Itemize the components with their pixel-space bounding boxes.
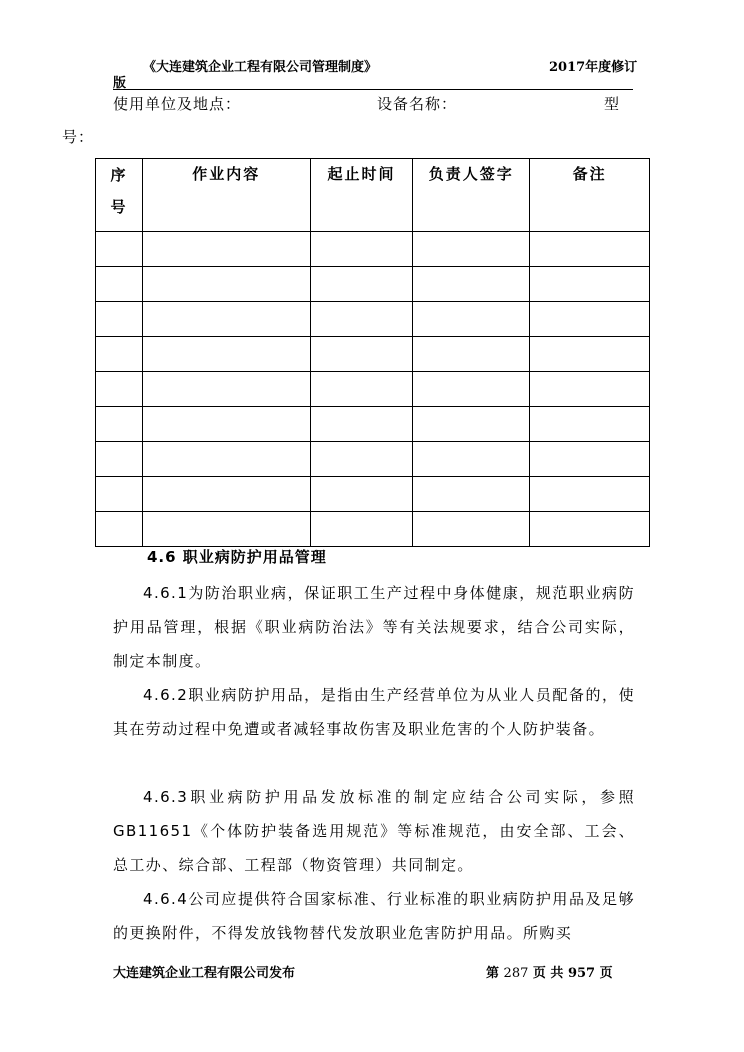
table-cell xyxy=(413,477,530,512)
table-row xyxy=(96,477,650,512)
table-header-row xyxy=(96,159,650,232)
table-row xyxy=(96,442,650,477)
page-number: 第 287 页 共 957 页 xyxy=(486,966,613,981)
header-divider xyxy=(113,89,633,90)
work-log-table xyxy=(95,158,650,547)
column-header-seq: 序 号 xyxy=(96,159,143,232)
table-cell xyxy=(142,477,310,512)
table-row xyxy=(96,337,650,372)
paragraph-4-6-1: 4.6.1为防治职业病，保证职工生产过程中身体健康，规范职业病防护用品管理，根据《职业病防治法》等有关法规要求，结合公司实际，制定本制度。 xyxy=(113,584,635,670)
table-cell xyxy=(310,337,413,372)
table-cell xyxy=(142,337,310,372)
table-cell xyxy=(310,512,413,547)
table-cell xyxy=(142,267,310,302)
current-page: 287 xyxy=(503,966,529,981)
table-cell xyxy=(530,302,650,337)
paragraph-4-6-3: 4.6.3职业病防护用品发放标准的制定应结合公司实际，参照GB11651《个体防护装备选用规范》等标准规范，由安全部、工会、总工办、综合部、工程部（物资管理）共同制定。 xyxy=(113,788,635,874)
table-cell xyxy=(413,267,530,302)
table-cell xyxy=(96,372,143,407)
table-row xyxy=(96,372,650,407)
table-cell xyxy=(142,372,310,407)
column-header-time: 起止时间 xyxy=(310,159,413,232)
table-cell xyxy=(413,442,530,477)
table-cell xyxy=(530,442,650,477)
table-cell xyxy=(310,267,413,302)
table-cell xyxy=(413,232,530,267)
paragraph-4-6-4: 4.6.4公司应提供符合国家标准、行业标准的职业病防护用品及足够的更换附件，不得发放钱物替代发放职业危害防护用品。所购买 xyxy=(113,890,635,942)
table-cell xyxy=(96,232,143,267)
total-pages: 957 xyxy=(567,966,596,981)
paragraph-4-6-2: 4.6.2职业病防护用品，是指由生产经营单位为从业人员配备的，使其在劳动过程中免遭或者减轻事故伤害及职业危害的个人防护装备。 xyxy=(113,686,635,738)
table-cell xyxy=(96,267,143,302)
table-cell xyxy=(530,512,650,547)
revision-label: 2017年度修订 xyxy=(549,60,638,75)
table-cell xyxy=(413,337,530,372)
table-cell xyxy=(142,302,310,337)
table-cell xyxy=(413,372,530,407)
table-cell xyxy=(96,302,143,337)
table-cell xyxy=(96,477,143,512)
column-header-content: 作业内容 xyxy=(142,159,310,232)
table-cell xyxy=(96,337,143,372)
table-cell xyxy=(310,407,413,442)
table-cell xyxy=(96,512,143,547)
table-row xyxy=(96,267,650,302)
model-label-part1: 型 xyxy=(604,95,621,113)
table-cell xyxy=(530,477,650,512)
table-cell xyxy=(142,442,310,477)
table-cell xyxy=(310,477,413,512)
table-cell xyxy=(530,372,650,407)
unit-location-label: 使用单位及地点： xyxy=(113,95,242,113)
table-cell xyxy=(142,232,310,267)
equipment-name-label: 设备名称： xyxy=(377,95,458,113)
table-cell xyxy=(310,232,413,267)
column-header-signature: 负责人签字 xyxy=(413,159,530,232)
table-cell xyxy=(530,407,650,442)
table-cell xyxy=(310,442,413,477)
table-cell xyxy=(413,512,530,547)
table-row xyxy=(96,302,650,337)
table-body xyxy=(96,232,650,547)
table-cell xyxy=(530,337,650,372)
section-heading: 4.6 职业病防护用品管理 xyxy=(147,548,327,566)
table-cell xyxy=(142,512,310,547)
table-cell xyxy=(142,407,310,442)
model-label-part2: 号： xyxy=(62,128,95,146)
table-cell xyxy=(96,442,143,477)
publisher-label: 大连建筑企业工程有限公司发布 xyxy=(113,966,296,981)
table-cell xyxy=(310,302,413,337)
table-cell xyxy=(310,372,413,407)
table-cell xyxy=(96,407,143,442)
document-title: 《大连建筑企业工程有限公司管理制度》 xyxy=(143,60,378,75)
column-header-remarks: 备注 xyxy=(530,159,650,232)
table-cell xyxy=(413,407,530,442)
table-cell xyxy=(530,232,650,267)
table-cell xyxy=(413,302,530,337)
revision-label-wrap: 版 xyxy=(113,76,127,91)
table-row xyxy=(96,232,650,267)
table-row xyxy=(96,407,650,442)
table-cell xyxy=(530,267,650,302)
table-row xyxy=(96,512,650,547)
